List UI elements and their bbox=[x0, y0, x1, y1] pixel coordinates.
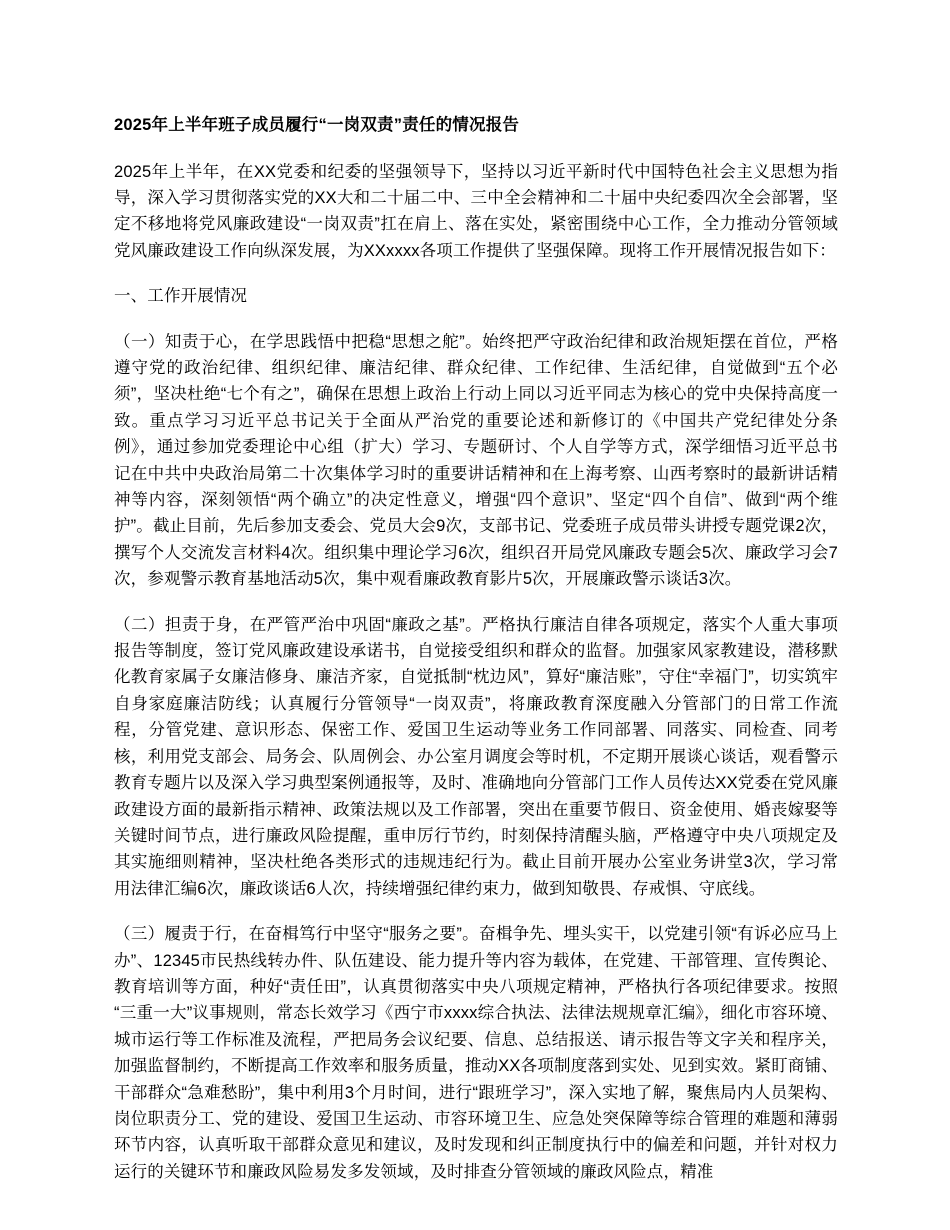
document-content bbox=[114, 113, 838, 1185]
paragraph-item-one: （一）知责于心，在学思践悟中把稳“思想之舵”。始终把严守政治纪律和政治规矩摆在首位，严格遵守党的政治纪律、组织纪律、廉洁纪律、群众纪律、工作纪律、生活纪律，自觉做到“五个必须”，坚决杜绝“七个有之”，确保在思想上政治上行动上同以习近平同志为核心的党中央保持高度一致。重点学习习近平总书记关于全面从严治党的重要论述和新修订的《中国共产党纪律处分条例》，通过参加党委理论中心组（扩大）学习、专题研讨、个人自学等方式，深学细悟习近平总书记在中共中央政治局第二十次集体学习时的重要讲话精神和在上海考察、山西考察时的最新讲话精神等内容，深刻领悟“两个确立”的决定性意义，增强“四个意识”、坚定“四个自信”、做到“两个维护”。截止目前，先后参加支委会、党员大会9次，支部书记、党委班子成员带头讲授专题党课2次，撰写个人交流发言材料4次。组织集中理论学习6次，组织召开局党风廉政专题会5次、廉政学习会7次，参观警示教育基地活动5次，集中观看廉政教育影片5次，开展廉政警示谈话3次。 bbox=[114, 332, 838, 589]
document-title: 2025年上半年班子成员履行“一岗双责”责任的情况报告 bbox=[114, 116, 520, 134]
paragraph-opening: 2025年上半年，在XX党委和纪委的坚强领导下，坚持以习近平新时代中国特色社会主义思想为指导，深入学习贯彻落实党的XX大和二十届二中、三中全会精神和二十届中央纪委四次全会部署，坚定不移地将党风廉政建设“一岗双责”扛在肩上、落在实处，紧密围绕中心工作，全力推动分管领域党风廉政建设工作向纵深发展，为XXxxxx各项工作提供了坚强保障。现将工作开展情况报告如下： bbox=[114, 162, 838, 260]
paragraph-item-two: （二）担责于身，在严管严治中巩固“廉政之基”。严格执行廉洁自律各项规定，落实个人重大事项报告等制度，签订党风廉政建设承诺书，自觉接受组织和群众的监督。加强家风家教建设，潜移默化教育家属子女廉洁修身、廉洁齐家，自觉抵制“枕边风”，算好“廉洁账”，守住“幸福门”，切实筑牢自身家庭廉洁防线；认真履行分管领导“一岗双责”，将廉政教育深度融入分管部门的日常工作流程，分管党建、意识形态、保密工作、爱国卫生运动等业务工作同部署、同落实、同检查、同考核，利用党支部会、局务会、队周例会、办公室月调度会等时机，不定期开展谈心谈话，观看警示教育专题片以及深入学习典型案例通报等，及时、准确地向分管部门工作人员传达XX党委在党风廉政建设方面的最新指示精神、政策法规以及工作部署，突出在重要节假日、资金使用、婚丧嫁娶等关键时间节点，进行廉政风险提醒，重申厉行节约，时刻保持清醒头脑，严格遵守中央八项规定及其实施细则精神，坚决杜绝各类形式的违规违纪行为。截止目前开展办公室业务讲堂3次，学习常用法律汇编6次，廉政谈话6人次，持续增强纪律约束力，做到知敬畏、存戒惧、守底线。 bbox=[114, 615, 838, 898]
paragraph-item-three: （三）履责于行，在奋楫笃行中坚守“服务之要”。奋楫争先、埋头实干，以党建引领“有诉必应马上办”、12345市民热线转办件、队伍建设、能力提升等内容为载体，在党建、干部管理、宣传舆论、教育培训等方面，种好“责任田”，认真贯彻落实中央八项规定精神，严格执行各项纪律要求。按照“三重一大”议事规则，常态长效学习《西宁市xxxx综合执法、法律法规规章汇编》，细化市容环境、城市运行等工作标准及流程，严把局务会议纪要、信息、总结报送、请示报告等文字关和程序关，加强监督制约，不断提高工作效率和服务质量，推动XX各项制度落到实处、见到实效。紧盯商铺、干部群众“急难愁盼”，集中利用3个月时间，进行“跟班学习”，深入实地了解，聚焦局内人员架构、岗位职责分工、党的建设、爱国卫生运动、市容环境卫生、应急处突保障等综合管理的难题和薄弱环节内容，认真听取干部群众意见和建议，及时发现和纠正制度执行中的偏差和问题，并针对权力运行的关键环节和廉政风险易发多发领域，及时排查分管领域的廉政风险点，精准 bbox=[114, 925, 838, 1181]
section-heading-work-progress: 一、工作开展情况 bbox=[114, 287, 248, 306]
